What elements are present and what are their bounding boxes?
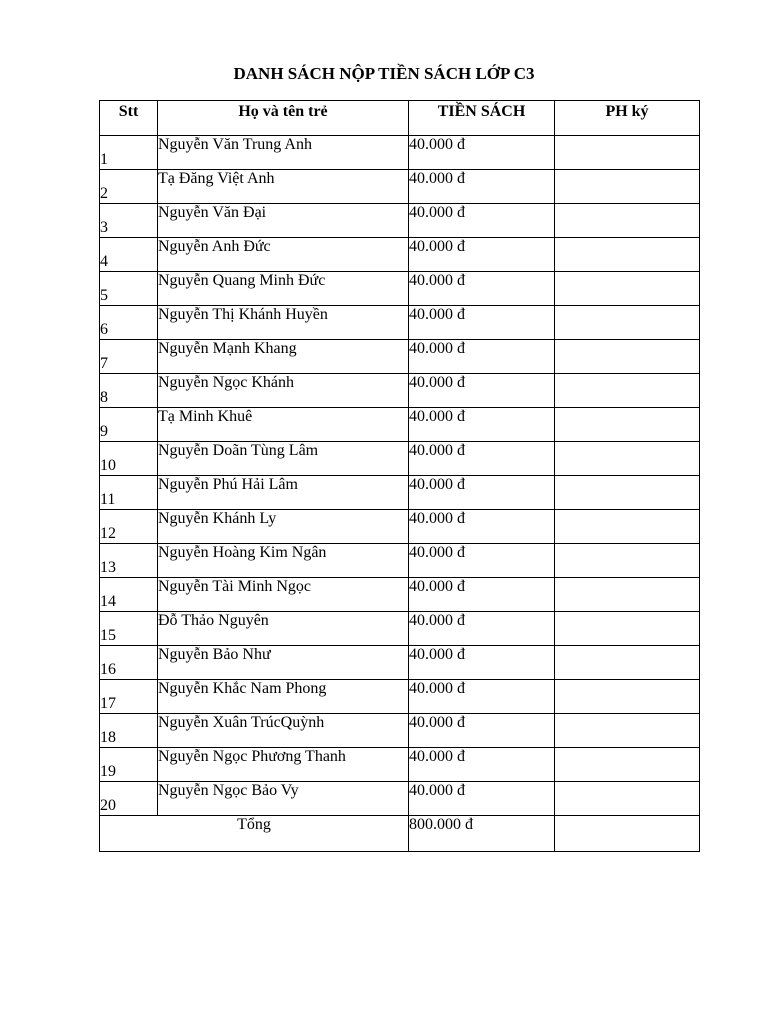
header-stt: Stt	[100, 101, 158, 136]
row-student-name: Nguyễn Doãn Tùng Lâm	[158, 442, 409, 476]
row-student-name: Đỗ Thảo Nguyên	[158, 612, 409, 646]
row-parent-signature	[555, 646, 700, 680]
row-book-fee: 40.000 đ	[409, 136, 555, 170]
row-parent-signature	[555, 340, 700, 374]
total-fee: 800.000 đ	[409, 816, 555, 852]
row-parent-signature	[555, 510, 700, 544]
table-row	[100, 612, 700, 646]
row-book-fee: 40.000 đ	[409, 510, 555, 544]
row-student-name: Nguyễn Hoàng Kim Ngân	[158, 544, 409, 578]
row-book-fee: 40.000 đ	[409, 646, 555, 680]
row-stt: 4	[100, 238, 158, 272]
row-book-fee: 40.000 đ	[409, 544, 555, 578]
table-row	[100, 306, 700, 340]
row-book-fee: 40.000 đ	[409, 782, 555, 816]
row-student-name: Nguyễn Ngọc Phương Thanh	[158, 748, 409, 782]
header-sign: PH ký	[555, 101, 700, 136]
row-student-name: Nguyễn Khánh Ly	[158, 510, 409, 544]
table-row	[100, 544, 700, 578]
row-parent-signature	[555, 782, 700, 816]
row-parent-signature	[555, 476, 700, 510]
row-parent-signature	[555, 612, 700, 646]
table-row	[100, 578, 700, 612]
row-book-fee: 40.000 đ	[409, 748, 555, 782]
table-row	[100, 340, 700, 374]
row-parent-signature	[555, 238, 700, 272]
row-student-name: Nguyễn Ngọc Bảo Vy	[158, 782, 409, 816]
document-title: DANH SÁCH NỘP TIỀN SÁCH LỚP C3	[233, 64, 535, 83]
book-fee-table	[99, 100, 700, 852]
table-row	[100, 714, 700, 748]
row-student-name: Nguyễn Xuân TrúcQuỳnh	[158, 714, 409, 748]
row-stt: 13	[100, 544, 158, 578]
row-parent-signature	[555, 170, 700, 204]
row-book-fee: 40.000 đ	[409, 408, 555, 442]
row-book-fee: 40.000 đ	[409, 204, 555, 238]
row-book-fee: 40.000 đ	[409, 306, 555, 340]
row-book-fee: 40.000 đ	[409, 340, 555, 374]
row-parent-signature	[555, 136, 700, 170]
row-student-name: Nguyễn Văn Trung Anh	[158, 136, 409, 170]
row-stt: 19	[100, 748, 158, 782]
total-sign-cell	[555, 816, 700, 852]
table-row	[100, 272, 700, 306]
row-student-name: Nguyễn Ngọc Khánh	[158, 374, 409, 408]
table-row	[100, 204, 700, 238]
row-student-name: Nguyễn Anh Đức	[158, 238, 409, 272]
row-book-fee: 40.000 đ	[409, 476, 555, 510]
row-parent-signature	[555, 408, 700, 442]
table-body	[100, 136, 700, 816]
row-book-fee: 40.000 đ	[409, 578, 555, 612]
row-book-fee: 40.000 đ	[409, 272, 555, 306]
table-row	[100, 476, 700, 510]
row-book-fee: 40.000 đ	[409, 714, 555, 748]
row-student-name: Tạ Đăng Việt Anh	[158, 170, 409, 204]
row-student-name: Nguyễn Khắc Nam Phong	[158, 680, 409, 714]
table-row	[100, 170, 700, 204]
table-row	[100, 510, 700, 544]
table-row	[100, 646, 700, 680]
row-stt: 16	[100, 646, 158, 680]
row-parent-signature	[555, 680, 700, 714]
row-parent-signature	[555, 204, 700, 238]
row-stt: 14	[100, 578, 158, 612]
row-book-fee: 40.000 đ	[409, 170, 555, 204]
total-row	[100, 816, 700, 852]
row-parent-signature	[555, 714, 700, 748]
row-stt: 11	[100, 476, 158, 510]
row-stt: 6	[100, 306, 158, 340]
header-fee: TIỀN SÁCH	[409, 101, 555, 136]
row-student-name: Nguyễn Phú Hải Lâm	[158, 476, 409, 510]
header-name: Họ và tên trẻ	[158, 101, 409, 136]
row-stt: 1	[100, 136, 158, 170]
row-stt: 8	[100, 374, 158, 408]
table-row	[100, 374, 700, 408]
row-student-name: Nguyễn Bảo Như	[158, 646, 409, 680]
row-book-fee: 40.000 đ	[409, 612, 555, 646]
row-student-name: Nguyễn Văn Đại	[158, 204, 409, 238]
row-stt: 10	[100, 442, 158, 476]
table-row	[100, 442, 700, 476]
row-student-name: Nguyễn Quang Minh Đức	[158, 272, 409, 306]
table-row	[100, 238, 700, 272]
table-row	[100, 680, 700, 714]
table-row	[100, 136, 700, 170]
row-stt: 2	[100, 170, 158, 204]
row-parent-signature	[555, 272, 700, 306]
row-book-fee: 40.000 đ	[409, 374, 555, 408]
row-student-name: Nguyễn Thị Khánh Huyền	[158, 306, 409, 340]
row-student-name: Nguyễn Mạnh Khang	[158, 340, 409, 374]
row-parent-signature	[555, 748, 700, 782]
row-stt: 7	[100, 340, 158, 374]
table-row	[100, 782, 700, 816]
row-parent-signature	[555, 544, 700, 578]
row-parent-signature	[555, 442, 700, 476]
row-stt: 9	[100, 408, 158, 442]
row-parent-signature	[555, 374, 700, 408]
table-row	[100, 408, 700, 442]
total-label: Tổng	[100, 816, 409, 852]
row-stt: 12	[100, 510, 158, 544]
row-stt: 3	[100, 204, 158, 238]
table-header-row	[100, 101, 700, 136]
row-book-fee: 40.000 đ	[409, 680, 555, 714]
row-stt: 20	[100, 782, 158, 816]
row-book-fee: 40.000 đ	[409, 442, 555, 476]
row-parent-signature	[555, 578, 700, 612]
row-stt: 5	[100, 272, 158, 306]
row-parent-signature	[555, 306, 700, 340]
row-student-name: Nguyễn Tài Minh Ngọc	[158, 578, 409, 612]
row-stt: 17	[100, 680, 158, 714]
row-stt: 18	[100, 714, 158, 748]
table-row	[100, 748, 700, 782]
row-book-fee: 40.000 đ	[409, 238, 555, 272]
row-student-name: Tạ Minh Khuê	[158, 408, 409, 442]
row-stt: 15	[100, 612, 158, 646]
